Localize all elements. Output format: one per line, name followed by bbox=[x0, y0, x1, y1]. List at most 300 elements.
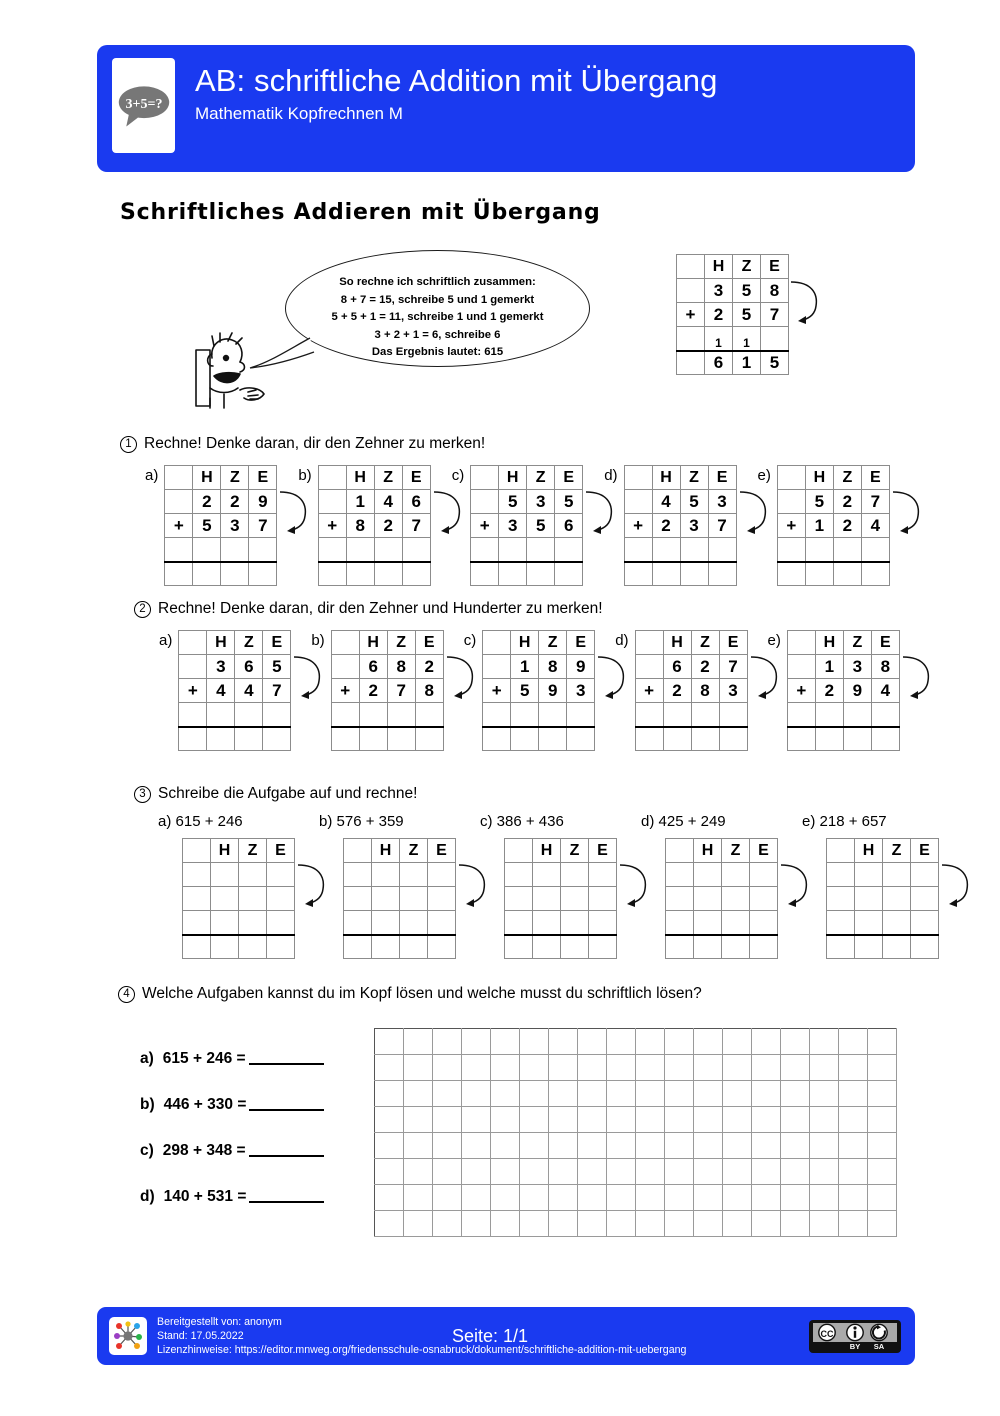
cell[interactable]: + bbox=[624, 514, 652, 538]
cell[interactable]: H bbox=[805, 466, 833, 490]
cell[interactable] bbox=[344, 863, 372, 887]
cell[interactable] bbox=[344, 887, 372, 911]
cell[interactable] bbox=[578, 1133, 607, 1159]
hze-table[interactable] bbox=[504, 838, 617, 959]
cell[interactable] bbox=[723, 1159, 752, 1185]
cell[interactable] bbox=[911, 863, 939, 887]
cell[interactable]: H bbox=[652, 466, 680, 490]
cell[interactable] bbox=[691, 727, 719, 751]
cell[interactable] bbox=[372, 911, 400, 935]
cell[interactable]: 1 bbox=[346, 490, 374, 514]
cell[interactable] bbox=[752, 1055, 781, 1081]
cell[interactable] bbox=[752, 1185, 781, 1211]
cell[interactable]: 8 bbox=[346, 514, 374, 538]
cell[interactable] bbox=[810, 1211, 839, 1237]
cell[interactable] bbox=[787, 631, 815, 655]
cell[interactable] bbox=[428, 863, 456, 887]
cell[interactable] bbox=[527, 562, 555, 586]
cell[interactable] bbox=[520, 1029, 549, 1055]
cell[interactable]: 2 bbox=[691, 655, 719, 679]
cell[interactable]: 7 bbox=[249, 514, 277, 538]
cell[interactable] bbox=[589, 935, 617, 959]
cell[interactable] bbox=[387, 727, 415, 751]
cell[interactable] bbox=[578, 1211, 607, 1237]
cell[interactable] bbox=[555, 538, 583, 562]
cell[interactable] bbox=[344, 935, 372, 959]
cell[interactable] bbox=[331, 727, 359, 751]
cell[interactable] bbox=[374, 538, 402, 562]
cell[interactable] bbox=[665, 1211, 694, 1237]
cell[interactable]: Z bbox=[221, 466, 249, 490]
cell[interactable]: 3 bbox=[708, 490, 736, 514]
cell[interactable]: 2 bbox=[815, 679, 843, 703]
cell[interactable]: 3 bbox=[527, 490, 555, 514]
cell[interactable] bbox=[511, 727, 539, 751]
cell[interactable] bbox=[635, 703, 663, 727]
cell[interactable] bbox=[179, 655, 207, 679]
cell[interactable] bbox=[589, 887, 617, 911]
cell[interactable] bbox=[165, 538, 193, 562]
cell[interactable] bbox=[843, 703, 871, 727]
cell[interactable] bbox=[471, 466, 499, 490]
cell[interactable] bbox=[810, 1185, 839, 1211]
cell[interactable]: E bbox=[402, 466, 430, 490]
cell[interactable] bbox=[433, 1159, 462, 1185]
cell[interactable] bbox=[810, 1055, 839, 1081]
cell[interactable] bbox=[471, 538, 499, 562]
cell[interactable] bbox=[433, 1107, 462, 1133]
cell[interactable] bbox=[561, 887, 589, 911]
cell[interactable] bbox=[708, 538, 736, 562]
cell[interactable] bbox=[221, 562, 249, 586]
cell[interactable] bbox=[665, 1159, 694, 1185]
cell[interactable] bbox=[665, 1029, 694, 1055]
cell[interactable] bbox=[839, 1081, 868, 1107]
cell[interactable]: H bbox=[663, 631, 691, 655]
cell[interactable]: H bbox=[855, 839, 883, 863]
cell[interactable] bbox=[694, 887, 722, 911]
cell[interactable] bbox=[433, 1029, 462, 1055]
cell[interactable] bbox=[752, 1107, 781, 1133]
cell[interactable] bbox=[375, 1029, 404, 1055]
cell[interactable] bbox=[708, 562, 736, 586]
cell[interactable]: 5 bbox=[263, 655, 291, 679]
cell[interactable] bbox=[404, 1107, 433, 1133]
cell[interactable] bbox=[868, 1133, 897, 1159]
cell[interactable]: 3 bbox=[680, 514, 708, 538]
hze-table[interactable] bbox=[826, 838, 939, 959]
cell[interactable] bbox=[505, 839, 533, 863]
cell[interactable]: H bbox=[346, 466, 374, 490]
cell[interactable] bbox=[179, 727, 207, 751]
cell[interactable] bbox=[499, 562, 527, 586]
cell[interactable]: 6 bbox=[555, 514, 583, 538]
cell[interactable] bbox=[567, 727, 595, 751]
cell[interactable]: E bbox=[249, 466, 277, 490]
cell[interactable]: + bbox=[471, 514, 499, 538]
cell[interactable] bbox=[387, 703, 415, 727]
cell[interactable] bbox=[520, 1159, 549, 1185]
cell[interactable] bbox=[520, 1185, 549, 1211]
cell[interactable]: 9 bbox=[567, 655, 595, 679]
cell[interactable] bbox=[665, 1081, 694, 1107]
hze-table[interactable] bbox=[182, 838, 295, 959]
cell[interactable] bbox=[520, 1107, 549, 1133]
cell[interactable] bbox=[372, 935, 400, 959]
cell[interactable]: 2 bbox=[663, 679, 691, 703]
cell[interactable] bbox=[868, 1159, 897, 1185]
cell[interactable] bbox=[663, 727, 691, 751]
cell[interactable] bbox=[263, 727, 291, 751]
cell[interactable] bbox=[239, 935, 267, 959]
cell[interactable] bbox=[722, 935, 750, 959]
cell[interactable] bbox=[211, 887, 239, 911]
cell[interactable] bbox=[375, 1107, 404, 1133]
cell[interactable] bbox=[527, 538, 555, 562]
cell[interactable]: 1 bbox=[511, 655, 539, 679]
cell[interactable]: 3 bbox=[499, 514, 527, 538]
cell[interactable] bbox=[636, 1185, 665, 1211]
cell[interactable]: 8 bbox=[387, 655, 415, 679]
cell[interactable] bbox=[810, 1081, 839, 1107]
cell[interactable] bbox=[520, 1133, 549, 1159]
cell[interactable]: E bbox=[719, 631, 747, 655]
cell[interactable] bbox=[561, 863, 589, 887]
cell[interactable] bbox=[375, 1055, 404, 1081]
cell[interactable] bbox=[375, 1185, 404, 1211]
cell[interactable] bbox=[855, 863, 883, 887]
cell[interactable] bbox=[561, 935, 589, 959]
cell[interactable] bbox=[694, 1133, 723, 1159]
cell[interactable] bbox=[666, 911, 694, 935]
cell[interactable] bbox=[549, 1081, 578, 1107]
cell[interactable] bbox=[471, 562, 499, 586]
cell[interactable] bbox=[665, 1185, 694, 1211]
cell[interactable]: 2 bbox=[374, 514, 402, 538]
cell[interactable]: Z bbox=[680, 466, 708, 490]
cell[interactable]: E bbox=[567, 631, 595, 655]
cell[interactable]: 8 bbox=[415, 679, 443, 703]
cell[interactable]: 3 bbox=[207, 655, 235, 679]
cell[interactable]: Z bbox=[374, 466, 402, 490]
cell[interactable]: 2 bbox=[833, 490, 861, 514]
cell[interactable] bbox=[491, 1159, 520, 1185]
cell[interactable] bbox=[331, 703, 359, 727]
cell[interactable] bbox=[815, 727, 843, 751]
cell[interactable] bbox=[491, 1185, 520, 1211]
cell[interactable]: 8 bbox=[691, 679, 719, 703]
cell[interactable]: + bbox=[165, 514, 193, 538]
cell[interactable]: Z bbox=[691, 631, 719, 655]
cell[interactable]: Z bbox=[561, 839, 589, 863]
cell[interactable] bbox=[911, 887, 939, 911]
cell[interactable]: 4 bbox=[871, 679, 899, 703]
cell[interactable] bbox=[578, 1185, 607, 1211]
cell[interactable] bbox=[805, 538, 833, 562]
cell[interactable] bbox=[833, 538, 861, 562]
cell[interactable]: E bbox=[428, 839, 456, 863]
cell[interactable]: 2 bbox=[359, 679, 387, 703]
cell[interactable]: 7 bbox=[263, 679, 291, 703]
cell[interactable] bbox=[722, 887, 750, 911]
cell[interactable]: + bbox=[331, 679, 359, 703]
cell[interactable] bbox=[723, 1081, 752, 1107]
cell[interactable] bbox=[777, 538, 805, 562]
cell[interactable]: 3 bbox=[221, 514, 249, 538]
cell[interactable] bbox=[607, 1029, 636, 1055]
cell[interactable]: E bbox=[708, 466, 736, 490]
cell[interactable]: + bbox=[777, 514, 805, 538]
cell[interactable]: 5 bbox=[805, 490, 833, 514]
cell[interactable] bbox=[249, 562, 277, 586]
cell[interactable] bbox=[607, 1159, 636, 1185]
cell[interactable] bbox=[810, 1159, 839, 1185]
cell[interactable]: 7 bbox=[861, 490, 889, 514]
cell[interactable] bbox=[752, 1133, 781, 1159]
cell[interactable] bbox=[839, 1185, 868, 1211]
cell[interactable] bbox=[665, 1133, 694, 1159]
cell[interactable] bbox=[533, 863, 561, 887]
cell[interactable]: E bbox=[589, 839, 617, 863]
cell[interactable] bbox=[179, 703, 207, 727]
hze-table[interactable] bbox=[178, 630, 291, 751]
cell[interactable] bbox=[827, 863, 855, 887]
cell[interactable] bbox=[491, 1029, 520, 1055]
cell[interactable] bbox=[752, 1081, 781, 1107]
cell[interactable]: 5 bbox=[527, 514, 555, 538]
answer-blank[interactable] bbox=[249, 1098, 324, 1111]
cell[interactable]: 4 bbox=[374, 490, 402, 514]
cell[interactable] bbox=[781, 1029, 810, 1055]
cell[interactable] bbox=[787, 655, 815, 679]
cell[interactable]: 6 bbox=[663, 655, 691, 679]
cell[interactable] bbox=[165, 466, 193, 490]
cell[interactable] bbox=[239, 863, 267, 887]
cell[interactable] bbox=[636, 1159, 665, 1185]
cell[interactable] bbox=[883, 887, 911, 911]
cell[interactable] bbox=[810, 1107, 839, 1133]
cell[interactable]: 4 bbox=[207, 679, 235, 703]
cell[interactable] bbox=[183, 863, 211, 887]
cell[interactable] bbox=[624, 538, 652, 562]
cell[interactable] bbox=[375, 1159, 404, 1185]
cell[interactable] bbox=[539, 703, 567, 727]
cell[interactable] bbox=[723, 1055, 752, 1081]
cell[interactable] bbox=[331, 655, 359, 679]
cell[interactable] bbox=[483, 703, 511, 727]
cell[interactable] bbox=[344, 911, 372, 935]
cell[interactable] bbox=[578, 1159, 607, 1185]
cell[interactable] bbox=[428, 911, 456, 935]
cell[interactable]: 9 bbox=[843, 679, 871, 703]
cell[interactable]: H bbox=[372, 839, 400, 863]
cell[interactable] bbox=[752, 1029, 781, 1055]
cell[interactable] bbox=[694, 1029, 723, 1055]
cell[interactable] bbox=[827, 887, 855, 911]
cell[interactable]: 1 bbox=[815, 655, 843, 679]
cell[interactable] bbox=[694, 1081, 723, 1107]
cell[interactable]: 2 bbox=[415, 655, 443, 679]
cell[interactable] bbox=[505, 887, 533, 911]
cell[interactable]: + bbox=[635, 679, 663, 703]
cell[interactable] bbox=[433, 1081, 462, 1107]
cell[interactable] bbox=[533, 911, 561, 935]
cell[interactable] bbox=[666, 839, 694, 863]
cell[interactable] bbox=[607, 1133, 636, 1159]
cell[interactable] bbox=[827, 935, 855, 959]
cell[interactable] bbox=[433, 1133, 462, 1159]
cell[interactable] bbox=[722, 863, 750, 887]
cell[interactable] bbox=[855, 887, 883, 911]
cell[interactable] bbox=[805, 562, 833, 586]
cell[interactable]: E bbox=[861, 466, 889, 490]
cell[interactable] bbox=[211, 935, 239, 959]
cell[interactable]: 5 bbox=[511, 679, 539, 703]
cell[interactable]: E bbox=[555, 466, 583, 490]
cell[interactable] bbox=[578, 1107, 607, 1133]
cell[interactable]: Z bbox=[883, 839, 911, 863]
cell[interactable]: 6 bbox=[402, 490, 430, 514]
cell[interactable] bbox=[871, 727, 899, 751]
cell[interactable] bbox=[462, 1159, 491, 1185]
cell[interactable] bbox=[415, 703, 443, 727]
cell[interactable] bbox=[267, 911, 295, 935]
cell[interactable] bbox=[839, 1133, 868, 1159]
cell[interactable] bbox=[400, 887, 428, 911]
cell[interactable] bbox=[652, 538, 680, 562]
cell[interactable] bbox=[505, 935, 533, 959]
cell[interactable]: 2 bbox=[221, 490, 249, 514]
cell[interactable]: 9 bbox=[249, 490, 277, 514]
cell[interactable] bbox=[607, 1081, 636, 1107]
cell[interactable] bbox=[636, 1081, 665, 1107]
cell[interactable]: 5 bbox=[193, 514, 221, 538]
cell[interactable]: E bbox=[415, 631, 443, 655]
cell[interactable] bbox=[549, 1185, 578, 1211]
cell[interactable]: Z bbox=[527, 466, 555, 490]
cell[interactable] bbox=[723, 1107, 752, 1133]
cell[interactable] bbox=[346, 538, 374, 562]
cell[interactable] bbox=[777, 562, 805, 586]
cell[interactable] bbox=[462, 1055, 491, 1081]
cell[interactable]: + bbox=[483, 679, 511, 703]
cell[interactable]: + bbox=[787, 679, 815, 703]
cell[interactable] bbox=[883, 935, 911, 959]
cell[interactable] bbox=[694, 935, 722, 959]
cell[interactable] bbox=[211, 911, 239, 935]
cell[interactable] bbox=[750, 935, 778, 959]
cell[interactable] bbox=[462, 1133, 491, 1159]
cell[interactable] bbox=[221, 538, 249, 562]
cell[interactable] bbox=[374, 562, 402, 586]
cell[interactable] bbox=[491, 1133, 520, 1159]
cell[interactable]: E bbox=[911, 839, 939, 863]
cell[interactable]: 4 bbox=[861, 514, 889, 538]
cell[interactable] bbox=[375, 1081, 404, 1107]
cell[interactable] bbox=[402, 538, 430, 562]
cell[interactable] bbox=[433, 1185, 462, 1211]
cell[interactable]: H bbox=[193, 466, 221, 490]
cell[interactable]: 3 bbox=[843, 655, 871, 679]
cell[interactable] bbox=[871, 703, 899, 727]
cell[interactable] bbox=[372, 863, 400, 887]
cell[interactable]: H bbox=[211, 839, 239, 863]
cell[interactable] bbox=[589, 911, 617, 935]
cell[interactable] bbox=[578, 1029, 607, 1055]
cell[interactable]: H bbox=[533, 839, 561, 863]
cell[interactable] bbox=[555, 562, 583, 586]
cell[interactable]: 2 bbox=[833, 514, 861, 538]
cell[interactable] bbox=[868, 1211, 897, 1237]
cell[interactable] bbox=[810, 1029, 839, 1055]
cell[interactable] bbox=[781, 1081, 810, 1107]
cell[interactable] bbox=[235, 727, 263, 751]
cell[interactable] bbox=[663, 703, 691, 727]
cell[interactable] bbox=[636, 1029, 665, 1055]
cell[interactable]: 6 bbox=[235, 655, 263, 679]
cell[interactable] bbox=[235, 703, 263, 727]
cell[interactable] bbox=[491, 1107, 520, 1133]
cell[interactable]: H bbox=[359, 631, 387, 655]
cell[interactable] bbox=[781, 1211, 810, 1237]
cell[interactable] bbox=[752, 1211, 781, 1237]
cell[interactable]: Z bbox=[387, 631, 415, 655]
cell[interactable] bbox=[636, 1055, 665, 1081]
cell[interactable] bbox=[868, 1185, 897, 1211]
cell[interactable] bbox=[267, 887, 295, 911]
cell[interactable] bbox=[815, 703, 843, 727]
cell[interactable]: E bbox=[871, 631, 899, 655]
cell[interactable] bbox=[781, 1055, 810, 1081]
cell[interactable] bbox=[607, 1185, 636, 1211]
hze-table[interactable] bbox=[343, 838, 456, 959]
exercise-4-answer-grid[interactable] bbox=[374, 1028, 897, 1237]
cell[interactable] bbox=[471, 490, 499, 514]
cell[interactable] bbox=[183, 935, 211, 959]
cell[interactable] bbox=[719, 703, 747, 727]
cell[interactable] bbox=[607, 1055, 636, 1081]
cell[interactable] bbox=[375, 1211, 404, 1237]
cell[interactable] bbox=[533, 935, 561, 959]
cell[interactable] bbox=[833, 562, 861, 586]
cell[interactable] bbox=[635, 727, 663, 751]
cell[interactable] bbox=[331, 631, 359, 655]
hze-table[interactable] bbox=[635, 630, 748, 751]
cell[interactable]: 4 bbox=[652, 490, 680, 514]
cell[interactable]: 3 bbox=[567, 679, 595, 703]
cell[interactable] bbox=[344, 839, 372, 863]
cell[interactable] bbox=[404, 1055, 433, 1081]
cell[interactable] bbox=[428, 887, 456, 911]
cell[interactable] bbox=[666, 935, 694, 959]
cell[interactable]: 7 bbox=[708, 514, 736, 538]
cell[interactable] bbox=[491, 1211, 520, 1237]
cell[interactable] bbox=[883, 863, 911, 887]
cell[interactable]: Z bbox=[843, 631, 871, 655]
cell[interactable]: Z bbox=[239, 839, 267, 863]
cell[interactable] bbox=[868, 1029, 897, 1055]
cell[interactable] bbox=[428, 935, 456, 959]
cell[interactable] bbox=[666, 863, 694, 887]
cell[interactable] bbox=[462, 1185, 491, 1211]
cell[interactable] bbox=[750, 887, 778, 911]
cell[interactable] bbox=[520, 1081, 549, 1107]
cell[interactable]: 8 bbox=[871, 655, 899, 679]
cell[interactable] bbox=[520, 1211, 549, 1237]
cell[interactable] bbox=[207, 703, 235, 727]
cell[interactable] bbox=[855, 911, 883, 935]
cell[interactable] bbox=[239, 887, 267, 911]
